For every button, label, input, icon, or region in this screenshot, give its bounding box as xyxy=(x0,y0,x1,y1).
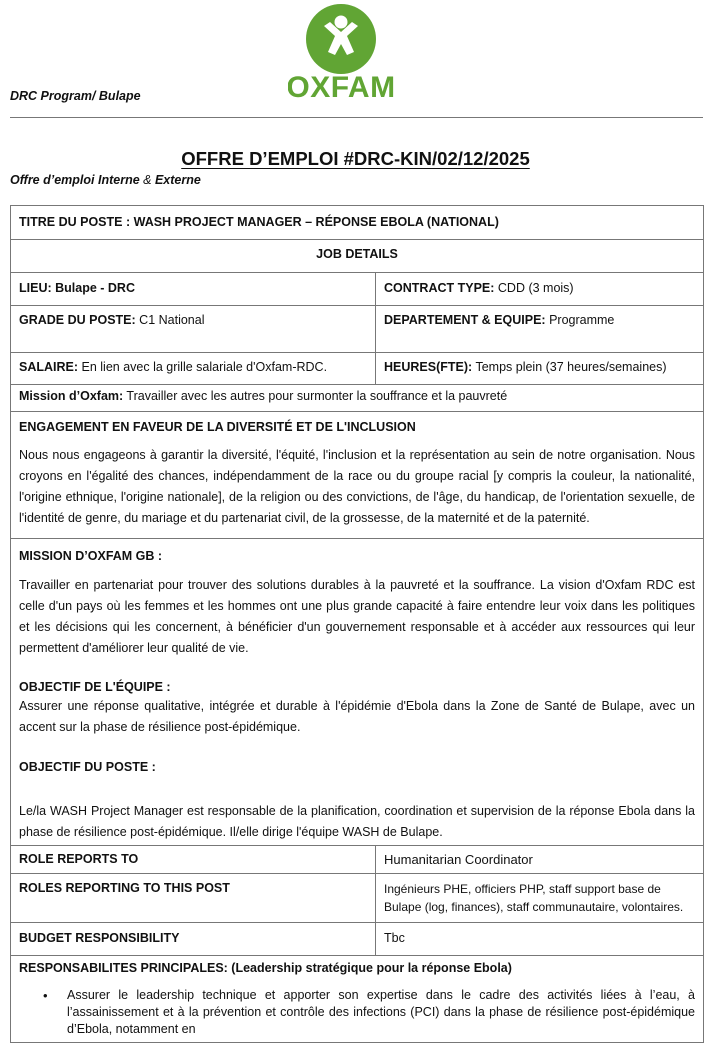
job-offer-table xyxy=(10,205,704,1043)
team-objective-text: Assurer une réponse qualitative, intégrée et durable à l'épidémie d'Ebola dans la Zone de Santé de Bulape, avec un accent sur la phase de résilience post-épidémique. xyxy=(19,699,696,734)
offer-subtitle: Offre d’emploi Interne & Externe xyxy=(10,173,201,187)
mission-gb-section xyxy=(11,539,704,846)
location-cell: LIEU: Bulape - DRC xyxy=(11,273,376,306)
job-details-heading-row: JOB DETAILS xyxy=(11,240,704,273)
job-title-row: TITRE DU POSTE : WASH PROJECT MANAGER – RÉPONSE EBOLA (NATIONAL) xyxy=(11,206,704,240)
hours-cell: HEURES(FTE): Temps plein (37 heures/semaines) xyxy=(376,353,704,385)
reporting-roles-row: ROLES REPORTING TO THIS POST Ingénieurs PHE, officiers PHP, staff support base de Bulape (log, finances), staff communautaire, volontaires. xyxy=(11,874,704,923)
oxfam-mission-row: Mission d’Oxfam: Travailler avec les autres pour surmonter la souffrance et la pauvreté xyxy=(11,385,704,412)
diversity-heading: ENGAGEMENT EN FAVEUR DE LA DIVERSITÉ ET DE L'INCLUSION xyxy=(19,420,416,434)
grade-dept-row xyxy=(11,306,704,353)
list-item: • Assurer le leadership technique et apporter son expertise dans le cadre des activités liées à l’eau, à l’assainissement et à la prévention et contrôle des infections (PCI) dans la phase de résilience post-épidémique d’Ebola, notamment en xyxy=(67,987,695,1038)
department-cell: DEPARTEMENT & EQUIPE: Programme xyxy=(376,306,704,353)
grade-cell: GRADE DU POSTE: C1 National xyxy=(11,306,376,353)
diversity-text: Nous nous engageons à garantir la diversité, l'équité, l'inclusion et la représentation au sein de notre organisation. Nous croyons en l'égalité des chances, indépendamment de la race ou du groupe racial [y compris la couleur, la nationalité, l'origine ethnique, l'origine nationale], de la religion ou des convictions, de l'âge, du handicap, de l'orientation sexuelle, de l'identité de genre, du mariage et du partenariat civil, de la grossesse, de la maternité et de la paternité. xyxy=(19,448,696,525)
responsibilities-list xyxy=(19,987,695,1038)
reports-to-row: ROLE REPORTS TO Humanitarian Coordinator xyxy=(11,846,704,874)
program-label: DRC Program/ Bulape xyxy=(10,89,141,103)
salary-hours-row xyxy=(11,353,704,385)
mission-gb-text: Travailler en partenariat pour trouver des solutions durables à la pauvreté et la souffrance. La vision d'Oxfam RDC est celle d'un pays où les femmes et les hommes ont une plus grande capacité à faire entendre leur voix dans les politiques et les décisions qui les concernent, à bénéficier d'un gouvernement responsable et à accéder aux ressources qui leur permettent d'améliorer leur qualité de vie. xyxy=(19,578,696,655)
budget-row: BUDGET RESPONSIBILITY Tbc xyxy=(11,923,704,956)
oxfam-logo xyxy=(288,2,394,100)
mission-gb-heading: MISSION D’OXFAM GB : xyxy=(19,549,163,563)
page-title: OFFRE D’EMPLOI #DRC-KIN/02/12/2025 xyxy=(181,148,530,169)
post-objective-text: Le/la WASH Project Manager est responsable de la planification, coordination et supervision de la réponse Ebola dans la phase de résilience post-épidémique. Il/elle dirige l'équipe WASH de Bulape. xyxy=(19,804,696,839)
location-contract-row xyxy=(11,273,704,306)
salary-cell: SALAIRE: En lien avec la grille salariale d'Oxfam-RDC. xyxy=(11,353,376,385)
header-divider xyxy=(10,117,703,118)
contract-cell: CONTRACT TYPE: CDD (3 mois) xyxy=(376,273,704,306)
responsibilities-heading: RESPONSABILITES PRINCIPALES: (Leadership stratégique pour la réponse Ebola) xyxy=(19,961,512,975)
responsibilities-section xyxy=(11,956,704,1043)
team-objective-heading: OBJECTIF DE L'ÉQUIPE : xyxy=(19,680,171,694)
logo-wordmark: OXFAM xyxy=(288,71,394,100)
post-objective-heading: OBJECTIF DU POSTE : xyxy=(19,760,156,774)
diversity-section xyxy=(11,412,704,539)
